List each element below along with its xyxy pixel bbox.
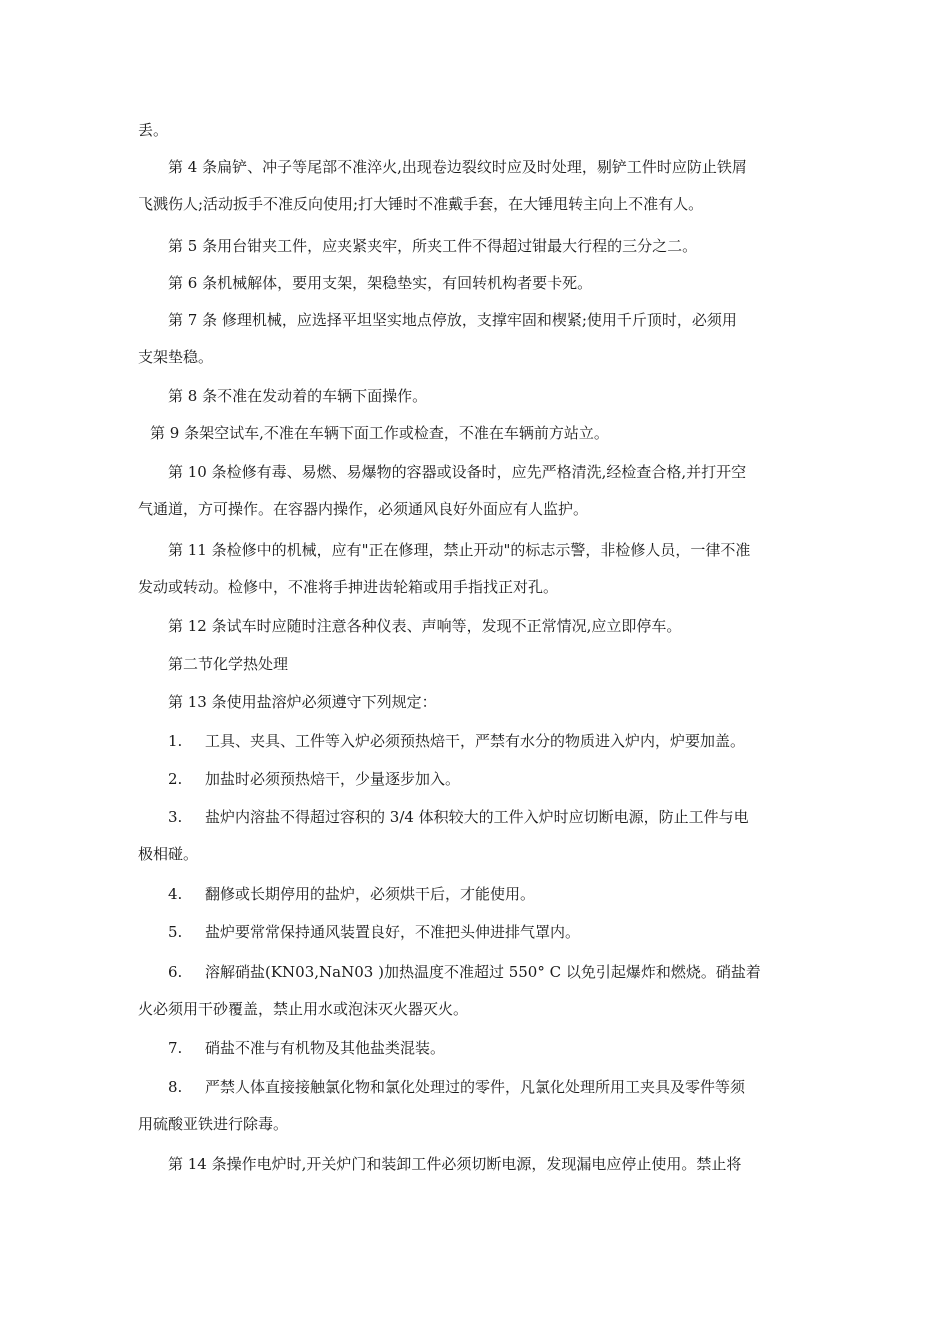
- paragraph-line: 第 7 条 修理机械，应选择平坦坚实地点停放，支撑牢固和楔紧;使用千斤顶时，必须用: [168, 311, 737, 329]
- paragraph-line: 飞溅伤人;活动扳手不准反向使用;打大锤时不准戴手套，在大锤甩转主向上不准有人。: [138, 195, 704, 213]
- paragraph-line: 第 11 条检修中的机械，应有"正在修理，禁止开动"的标志示警，非检修人员，一律不准: [168, 541, 751, 559]
- paragraph-line: 第 14 条操作电炉时,开关炉门和装卸工件必须切断电源，发现漏电应停止使用。禁止将: [168, 1155, 742, 1173]
- list-item-text: 加盐时必须预热焙干，少量逐步加入。: [205, 770, 461, 788]
- list-item: [168, 922, 580, 942]
- list-item: [168, 1038, 445, 1058]
- paragraph-line: 支架垫稳。: [138, 348, 214, 366]
- paragraph-line: 第 9 条架空试车,不准在车辆下面工作或检查，不准在车辆前方站立。: [150, 424, 609, 442]
- list-number: 1.: [168, 732, 183, 750]
- list-item-continuation: 火必须用干砂覆盖，禁止用水或泡沫灭火器灭火。: [138, 1000, 469, 1018]
- paragraph-line: 第 5 条用台钳夹工件，应夹紧夹牢，所夹工件不得超过钳最大行程的三分之二。: [168, 237, 698, 255]
- paragraph-line: 第 12 条试车时应随时注意各种仪表、声响等，发现不正常情况,应立即停车。: [168, 617, 682, 635]
- list-item: [168, 962, 761, 982]
- list-item-continuation: 用硫酸亚铁进行除毒。: [138, 1115, 289, 1133]
- paragraph-line: 第 13 条使用盐溶炉必须遵守下列规定：: [168, 693, 437, 711]
- list-number: 3.: [168, 808, 183, 826]
- section-heading: 第二节化学热处理: [168, 655, 289, 673]
- list-item: [168, 884, 535, 904]
- list-number: 4.: [168, 885, 183, 903]
- list-number: 8.: [168, 1078, 183, 1096]
- list-number: 2.: [168, 770, 183, 788]
- list-item: [168, 769, 460, 789]
- list-number: 7.: [168, 1039, 183, 1057]
- paragraph-line: 第 4 条扁铲、冲子等尾部不准淬火,出现卷边裂纹时应及时处理，剔铲工件时应防止铁屑: [168, 158, 747, 176]
- list-item-text: 硝盐不准与有机物及其他盐类混装。: [205, 1039, 446, 1057]
- list-item-text: 翻修或长期停用的盐炉，必须烘干后，才能使用。: [205, 885, 536, 903]
- list-number: 6.: [168, 963, 183, 981]
- paragraph-line: 丢。: [138, 121, 169, 139]
- list-item: [168, 807, 749, 827]
- paragraph-line: 第 10 条检修有毒、易燃、易爆物的容器或设备时，应先严格清洗,经检查合格,并打开空: [168, 463, 747, 481]
- paragraph-line: 第 6 条机械解体，要用支架，架稳垫实，有回转机构者要卡死。: [168, 274, 593, 292]
- list-item-text: 盐炉内溶盐不得超过容积的 3/4 体积较大的工件入炉时应切断电源，防止工件与电: [205, 808, 749, 826]
- list-item-continuation: 极相碰。: [138, 845, 199, 863]
- list-item: [168, 731, 745, 751]
- paragraph-line: 气通道，方可操作。在容器内操作，必须通风良好外面应有人监护。: [138, 500, 589, 518]
- list-item-text: 工具、夹具、工件等入炉必须预热焙干，严禁有水分的物质进入炉内，炉要加盖。: [205, 732, 746, 750]
- list-number: 5.: [168, 923, 183, 941]
- list-item-text: 严禁人体直接接触氯化物和氯化处理过的零件，凡氯化处理所用工夹具及零件等须: [205, 1078, 746, 1096]
- list-item: [168, 1077, 745, 1097]
- list-item-text: 溶解硝盐(KN03,NaN03 )加热温度不准超过 550° C 以免引起爆炸和燃烧。硝盐着: [205, 963, 761, 981]
- list-item-text: 盐炉要常常保持通风装置良好，不准把头伸进排气罩内。: [205, 923, 581, 941]
- paragraph-line: 第 8 条不准在发动着的车辆下面操作。: [168, 387, 428, 405]
- paragraph-line: 发动或转动。检修中，不准将手抻进齿轮箱或用手指找正对孔。: [138, 578, 559, 596]
